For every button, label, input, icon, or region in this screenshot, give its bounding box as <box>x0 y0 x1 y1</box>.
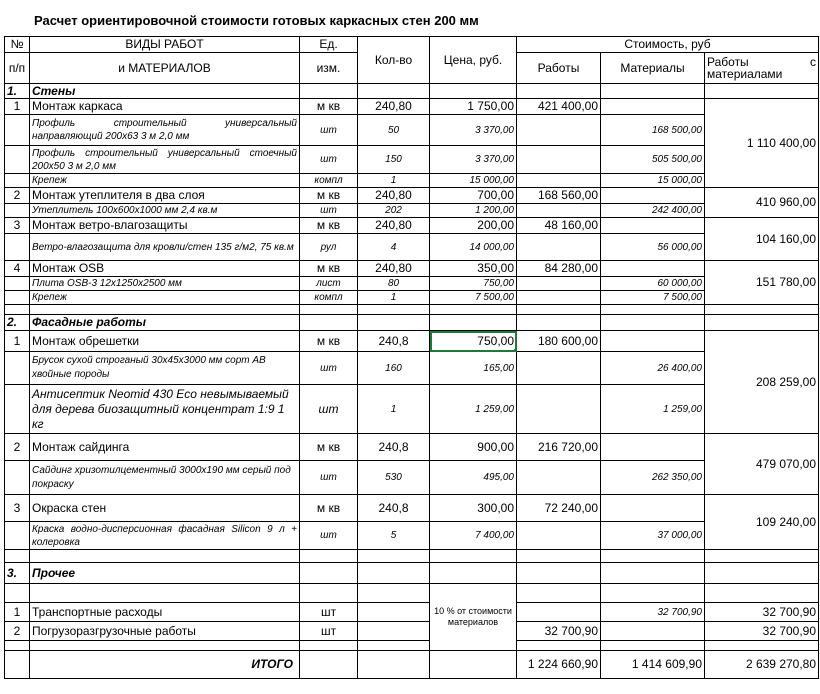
table-row: Сайдинг хризотилцементный 3000x190 мм серый под покраску шт 530 495,00 262 350,00 <box>5 461 819 495</box>
percent-note[interactable]: 10 % от стоимости материалов <box>430 584 517 651</box>
header-cost[interactable]: Стоимость, руб <box>517 37 819 53</box>
section-num[interactable]: 2. <box>5 315 30 331</box>
table-row: Ветро-влагозащита для кровли/стен 135 г/м2, 75 кв.м рул 4 14 000,00 56 000,00 <box>5 234 819 261</box>
total-cell[interactable]: 1 110 400,00 <box>705 99 819 188</box>
sheet-title: Расчет ориентировочной стоимости готовых каркасных стен 200 мм <box>34 13 479 28</box>
header-cost-total[interactable]: Работы с материалами <box>705 53 819 84</box>
table-row: Брусок сухой строганый 30x45x3000 мм сорт АВ хвойные породы шт 160 165,00 26 400,00 <box>5 352 819 385</box>
total-cell[interactable]: 151 780,00 <box>705 261 819 305</box>
table-row: 3 Монтаж ветро-влагозащиты м кв 240,80 200,00 48 160,00 104 160,00 <box>5 218 819 234</box>
header-unit-sub[interactable]: изм. <box>300 53 358 84</box>
section-title[interactable]: Стены <box>30 84 300 99</box>
table-row <box>5 641 819 651</box>
table-row: 3 Окраска стен м кв 240,8 300,00 72 240,00 109 240,00 <box>5 495 819 522</box>
header-unit[interactable]: Ед. <box>300 37 358 53</box>
header-work-type[interactable]: ВИДЫ РАБОТ <box>30 37 300 53</box>
section-title[interactable]: Прочее <box>30 563 300 584</box>
table-row: 2 Погрузоразгрузочные работы шт 32 700,90 32 700,90 <box>5 622 819 641</box>
table-row: 1 Транспортные расходы шт 32 700,90 32 700,90 <box>5 603 819 622</box>
header-num[interactable]: № <box>5 37 30 53</box>
table-row: Утеплитель 100x600x1000 мм 2,4 кв.м шт 202 1 200,00 242 400,00 <box>5 204 819 218</box>
table-row: Краска водно-дисперсионная фасадная Silicon 9 л + колеровка шт 5 7 400,00 37 000,00 <box>5 522 819 550</box>
total-cell[interactable]: 208 259,00 <box>705 331 819 434</box>
table-row: Антисептик Neomid 430 Eco невымываемый для дерева биозащитный концентрат 1:9 1 кг шт 1 1 259,00 1 259,00 <box>5 385 819 434</box>
totals-label[interactable]: ИТОГО <box>30 651 300 679</box>
total-cell[interactable]: 104 160,00 <box>705 218 819 261</box>
totals-row <box>5 651 819 679</box>
total-cell[interactable]: 479 070,00 <box>705 434 819 495</box>
section-title[interactable]: Фасадные работы <box>30 315 300 331</box>
section-num[interactable]: 3. <box>5 563 30 584</box>
table-row: 2 Монтаж утеплителя в два слоя м кв 240,80 700,00 168 560,00 410 960,00 <box>5 188 819 204</box>
table-row: Крепеж компл 1 7 500,00 7 500,00 <box>5 291 819 305</box>
header-num-sub[interactable]: п/п <box>5 53 30 84</box>
table-row: Профиль строительный универсальный стоечный 200x50 3 м 2,0 мм шт 150 3 370,00 505 500,00 <box>5 146 819 174</box>
header-price[interactable]: Цена, руб. <box>430 37 517 84</box>
table-row <box>5 550 819 563</box>
table-row <box>5 305 819 315</box>
selected-cell[interactable]: 750,00 <box>430 331 517 352</box>
estimate-table <box>4 36 819 679</box>
header-cost-work[interactable]: Работы <box>517 53 601 84</box>
table-row: Профиль строительный универсальный направляющий 200x63 3 м 2,0 мм шт 50 3 370,00 168 500,00 <box>5 115 819 146</box>
totals-materials[interactable]: 1 414 609,90 <box>601 651 705 679</box>
totals-work[interactable]: 1 224 660,90 <box>517 651 601 679</box>
section-num[interactable]: 1. <box>5 84 30 99</box>
header-work-type-sub[interactable]: и МАТЕРИАЛОВ <box>30 53 300 84</box>
total-cell[interactable]: 109 240,00 <box>705 495 819 550</box>
table-row: 4 Монтаж OSB м кв 240,80 350,00 84 280,00 151 780,00 <box>5 261 819 277</box>
table-row: 1 Монтаж обрешетки м кв 240,8 750,00 180 600,00 208 259,00 <box>5 331 819 352</box>
table-row <box>5 584 819 603</box>
table-row: 2 Монтаж сайдинга м кв 240,8 900,00 216 720,00 479 070,00 <box>5 434 819 461</box>
header-cost-materials[interactable]: Материалы <box>601 53 705 84</box>
totals-all[interactable]: 2 639 270,80 <box>705 651 819 679</box>
table-row: 1 Монтаж каркаса м кв 240,80 1 750,00 421 400,00 1 110 400,00 <box>5 99 819 115</box>
table-row: Крепеж компл 1 15 000,00 15 000,00 <box>5 174 819 188</box>
header-qty[interactable]: Кол-во <box>358 37 430 84</box>
total-cell[interactable]: 410 960,00 <box>705 188 819 218</box>
table-row: Плита OSB-3 12x1250x2500 мм лист 80 750,00 60 000,00 <box>5 277 819 291</box>
